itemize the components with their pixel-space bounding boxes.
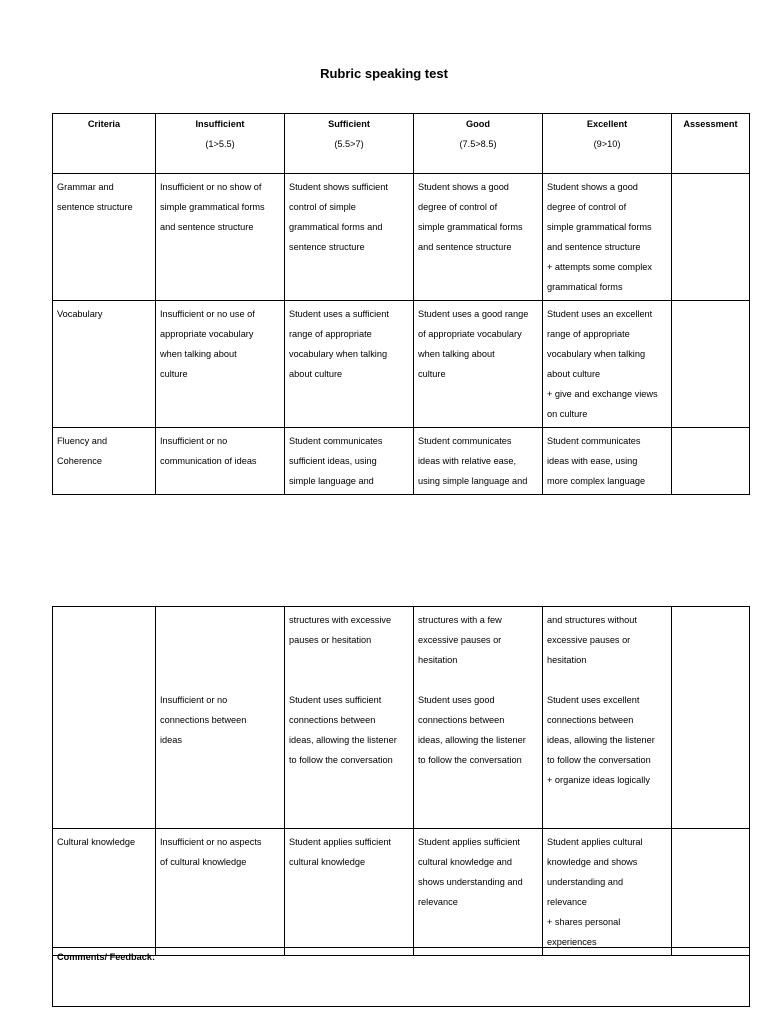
cell-text-line: to follow the conversation xyxy=(547,755,651,765)
cell-text-line: and sentence structure xyxy=(547,242,641,252)
cell-text-line: relevance xyxy=(547,897,587,907)
cell-text-line: Student shows a good xyxy=(418,182,509,192)
comments-feedback-box[interactable] xyxy=(52,947,750,1007)
cell-text-line: simple grammatical forms xyxy=(418,222,523,232)
cell-text-line: Insufficient or no use of xyxy=(160,309,255,319)
cell-text-line: excessive pauses or xyxy=(547,635,631,645)
cell-criteria xyxy=(53,301,156,428)
cell-assessment[interactable] xyxy=(672,174,750,301)
cell-text-line: cultural knowledge and xyxy=(418,857,512,867)
cell-text-line: hesitation xyxy=(547,655,587,665)
rubric-row xyxy=(53,301,750,428)
cell-text-line: of cultural knowledge xyxy=(160,857,247,867)
cell-text-line: range of appropriate xyxy=(289,329,372,339)
cell-assessment[interactable] xyxy=(672,607,750,829)
cell-text-line: culture xyxy=(418,369,446,379)
cell-criteria xyxy=(53,829,156,956)
cell-text-line: Insufficient or no xyxy=(160,436,228,446)
cell-text-line: and sentence structure xyxy=(418,242,512,252)
cell-text-line: grammatical forms xyxy=(547,282,623,292)
cell-text-line: of appropriate vocabulary xyxy=(418,329,522,339)
rubric-table-page-1 xyxy=(52,113,750,495)
cell-insufficient xyxy=(156,607,285,829)
cell-text-line: Student uses a good range xyxy=(418,309,529,319)
rubric-table-page-2 xyxy=(52,606,750,956)
cell-text-line: Student uses good xyxy=(418,695,495,705)
header-good: Good (7.5>8.5) xyxy=(414,114,543,174)
cell-text-line: ideas xyxy=(160,735,182,745)
cell-text-line: understanding and xyxy=(547,877,624,887)
cell-text-line: Fluency and xyxy=(57,436,108,446)
cell-excellent xyxy=(543,829,672,956)
header-sufficient: Sufficient (5.5>7) xyxy=(285,114,414,174)
cell-insufficient xyxy=(156,174,285,301)
cell-text-line: ideas with ease, using xyxy=(547,456,638,466)
cell-text-line: ideas with relative ease, xyxy=(418,456,517,466)
cell-text-line: when talking about xyxy=(160,349,237,359)
rubric-row xyxy=(53,174,750,301)
cell-assessment[interactable] xyxy=(672,829,750,956)
cell-text-line: about culture xyxy=(547,369,601,379)
cell-text-line: connections between xyxy=(418,715,505,725)
header-insufficient: Insufficient (1>5.5) xyxy=(156,114,285,174)
cell-text-line: Student shows a good xyxy=(547,182,638,192)
cell-text-line: simple grammatical forms xyxy=(160,202,265,212)
cell-text-line: Student uses sufficient xyxy=(289,695,382,705)
cell-text-line: and sentence structure xyxy=(160,222,254,232)
cell-text-line: + give and exchange views xyxy=(547,389,658,399)
cell-text-line: cultural knowledge xyxy=(289,857,366,867)
cell-text-line: structures with excessive xyxy=(289,615,392,625)
cell-text-line: ideas, allowing the listener xyxy=(547,735,655,745)
cell-text-line: connections between xyxy=(547,715,634,725)
cell-text-line: more complex language xyxy=(547,476,646,486)
cell-text-line: sufficient ideas, using xyxy=(289,456,377,466)
cell-sufficient xyxy=(285,301,414,428)
header-row xyxy=(53,114,750,174)
cell-assessment[interactable] xyxy=(672,301,750,428)
cell-text-line: Student communicates xyxy=(289,436,383,446)
cell-text-line: Student uses an excellent xyxy=(547,309,653,319)
cell-text-line: connections between xyxy=(289,715,376,725)
cell-text-line: on culture xyxy=(547,409,588,419)
cell-text-line: and structures without xyxy=(547,615,637,625)
cell-text-line: experiences xyxy=(547,937,597,947)
cell-text-line: Student communicates xyxy=(547,436,641,446)
cell-text-line: Cultural knowledge xyxy=(57,837,136,847)
cell-text-line: simple language and xyxy=(289,476,374,486)
cell-sufficient xyxy=(285,829,414,956)
cell-excellent xyxy=(543,174,672,301)
cell-good xyxy=(414,301,543,428)
cell-insufficient xyxy=(156,301,285,428)
cell-text-line: connections between xyxy=(160,715,247,725)
cell-sufficient xyxy=(285,607,414,829)
rubric-row xyxy=(53,428,750,495)
cell-text-line: Insufficient or no xyxy=(160,695,228,705)
cell-excellent xyxy=(543,301,672,428)
cell-text-line: structures with a few xyxy=(418,615,502,625)
header-criteria: Criteria xyxy=(53,114,156,174)
cell-text-line: culture xyxy=(160,369,188,379)
cell-text-line: hesitation xyxy=(418,655,458,665)
cell-sufficient xyxy=(285,174,414,301)
cell-text-line: Insufficient or no aspects xyxy=(160,837,262,847)
cell-insufficient xyxy=(156,428,285,495)
cell-text-line: Student applies sufficient xyxy=(418,837,520,847)
cell-excellent xyxy=(543,428,672,495)
cell-text-line: Student uses excellent xyxy=(547,695,640,705)
cell-criteria xyxy=(53,174,156,301)
cell-text-line: + shares personal xyxy=(547,917,621,927)
rubric-row xyxy=(53,829,750,956)
cell-text-line: appropriate vocabulary xyxy=(160,329,254,339)
cell-text-line: excessive pauses or xyxy=(418,635,502,645)
cell-text-line: ideas, allowing the listener xyxy=(418,735,526,745)
cell-insufficient xyxy=(156,829,285,956)
cell-sufficient xyxy=(285,428,414,495)
cell-text-line: sentence structure xyxy=(57,202,133,212)
cell-text-line: knowledge and shows xyxy=(547,857,638,867)
cell-text-line: + attempts some complex xyxy=(547,262,652,272)
cell-text-line: to follow the conversation xyxy=(418,755,522,765)
cell-text-line: Student shows sufficient xyxy=(289,182,388,192)
cell-text-line: shows understanding and xyxy=(418,877,523,887)
cell-text-line: range of appropriate xyxy=(547,329,630,339)
cell-text-line: relevance xyxy=(418,897,458,907)
rubric-row xyxy=(53,607,750,829)
cell-criteria xyxy=(53,607,156,829)
cell-text-line: Student uses a sufficient xyxy=(289,309,389,319)
cell-text-line: pauses or hesitation xyxy=(289,635,372,645)
cell-text-line: vocabulary when talking xyxy=(547,349,646,359)
cell-text-line: Student applies cultural xyxy=(547,837,643,847)
cell-text-line: Vocabulary xyxy=(57,309,103,319)
cell-assessment[interactable] xyxy=(672,428,750,495)
cell-good xyxy=(414,174,543,301)
cell-good xyxy=(414,829,543,956)
cell-text-line: simple grammatical forms xyxy=(547,222,652,232)
cell-text-line: Insufficient or no show of xyxy=(160,182,262,192)
cell-text-line: vocabulary when talking xyxy=(289,349,388,359)
cell-text-line: Student communicates xyxy=(418,436,512,446)
cell-excellent xyxy=(543,607,672,829)
cell-text-line: when talking about xyxy=(418,349,495,359)
cell-text-line: Student applies sufficient xyxy=(289,837,391,847)
cell-text-line: ideas, allowing the listener xyxy=(289,735,397,745)
cell-text-line: degree of control of xyxy=(547,202,627,212)
comments-label: Comments/ Feedback: xyxy=(57,952,156,962)
cell-good xyxy=(414,607,543,829)
cell-text-line: grammatical forms and xyxy=(289,222,383,232)
cell-text-line: Grammar and xyxy=(57,182,114,192)
cell-text-line: to follow the conversation xyxy=(289,755,393,765)
header-assessment: Assessment xyxy=(672,114,750,174)
cell-text-line: degree of control of xyxy=(418,202,498,212)
cell-criteria xyxy=(53,428,156,495)
header-excellent: Excellent (9>10) xyxy=(543,114,672,174)
cell-text-line: Coherence xyxy=(57,456,102,466)
document-title: Rubric speaking test xyxy=(320,66,448,81)
cell-text-line: sentence structure xyxy=(289,242,365,252)
cell-text-line: about culture xyxy=(289,369,343,379)
cell-text-line: communication of ideas xyxy=(160,456,257,466)
cell-text-line: control of simple xyxy=(289,202,356,212)
cell-text-line: + organize ideas logically xyxy=(547,775,650,785)
cell-text-line: using simple language and xyxy=(418,476,528,486)
cell-good xyxy=(414,428,543,495)
